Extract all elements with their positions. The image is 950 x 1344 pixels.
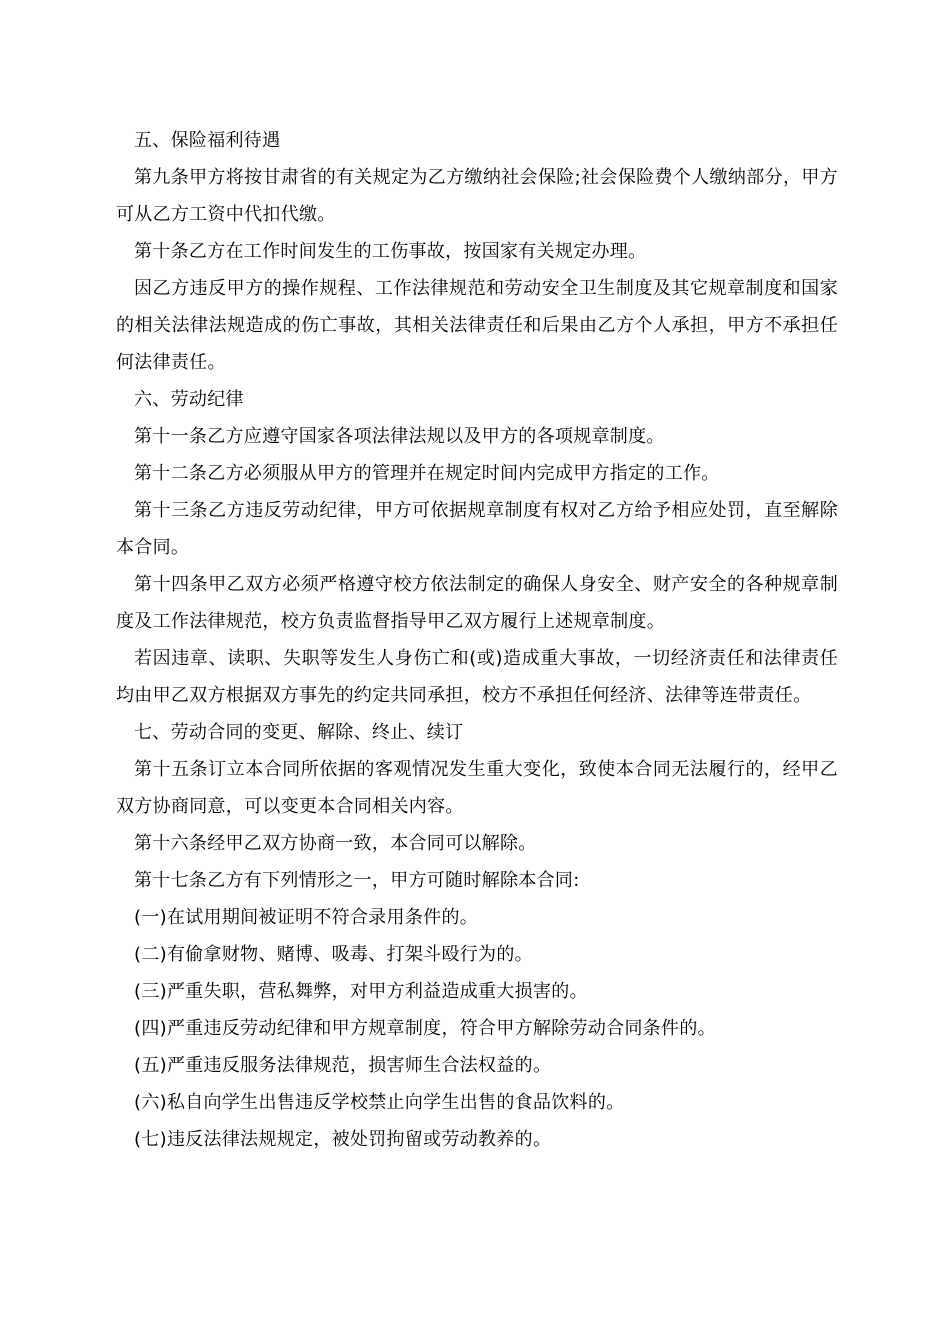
article-11: 第十一条乙方应遵守国家各项法律法规以及甲方的各项规章制度。 <box>134 426 665 447</box>
list-item-4: (四)严重违反劳动纪律和甲方规章制度，符合甲方解除劳动合同条件的。 <box>134 1018 716 1039</box>
article-9: 第九条甲方将按甘肃省的有关规定为乙方缴纳社会保险;社会保险费个人缴纳部分，甲方可从乙方工资中代扣代缴。 <box>116 167 838 225</box>
list-item-6: (六)私自向学生出售违反学校禁止向学生出售的食品饮料的。 <box>134 1092 625 1113</box>
article-14: 第十四条甲乙双方必须严格遵守校方依法制定的确保人身安全、财产安全的各种规章制度及工作法律规范，校方负责监督指导甲乙双方履行上述规章制度。 <box>116 574 838 632</box>
document-body <box>116 122 838 1158</box>
list-item-2: (二)有偷拿财物、赌博、吸毒、打架斗殴行为的。 <box>134 944 533 965</box>
list-item-5: (五)严重违反服务法律规范，损害师生合法权益的。 <box>134 1055 552 1076</box>
section-heading-discipline: 六、劳动纪律 <box>134 389 244 410</box>
list-item-3: (三)严重失职，营私舞弊，对甲方利益造成重大损害的。 <box>134 981 588 1002</box>
section-heading-contract-changes: 七、劳动合同的变更、解除、终止、续订 <box>134 722 464 743</box>
section-heading-insurance: 五、保险福利待遇 <box>134 130 281 151</box>
list-item-7: (七)违反法律法规规定，被处罚拘留或劳动教养的。 <box>134 1129 552 1150</box>
article-16: 第十六条经甲乙双方协商一致，本合同可以解除。 <box>134 833 537 854</box>
article-15: 第十五条订立本合同所依据的客观情况发生重大变化，致使本合同无法履行的，经甲乙双方协商同意，可以变更本合同相关内容。 <box>116 759 838 817</box>
list-item-1: (一)在试用期间被证明不符合录用条件的。 <box>134 907 479 928</box>
article-10: 第十条乙方在工作时间发生的工伤事故，按国家有关规定办理。 <box>134 241 647 262</box>
article-17: 第十七条乙方有下列情形之一，甲方可随时解除本合同: <box>134 870 580 891</box>
article-12: 第十二条乙方必须服从甲方的管理并在规定时间内完成甲方指定的工作。 <box>134 463 720 484</box>
liability-paragraph: 因乙方违反甲方的操作规程、工作法律规范和劳动安全卫生制度及其它规章制度和国家的相关法律法规造成的伤亡事故，其相关法律责任和后果由乙方个人承担，甲方不承担任何法律责任。 <box>116 278 838 373</box>
accident-liability-paragraph: 若因违章、读职、失职等发生人身伤亡和(或)造成重大事故，一切经济责任和法律责任均由甲乙双方根据双方事先的约定共同承担，校方不承担任何经济、法律等连带责任。 <box>116 648 838 706</box>
article-13: 第十三条乙方违反劳动纪律，甲方可依据规章制度有权对乙方给予相应处罚，直至解除本合同。 <box>116 500 838 558</box>
